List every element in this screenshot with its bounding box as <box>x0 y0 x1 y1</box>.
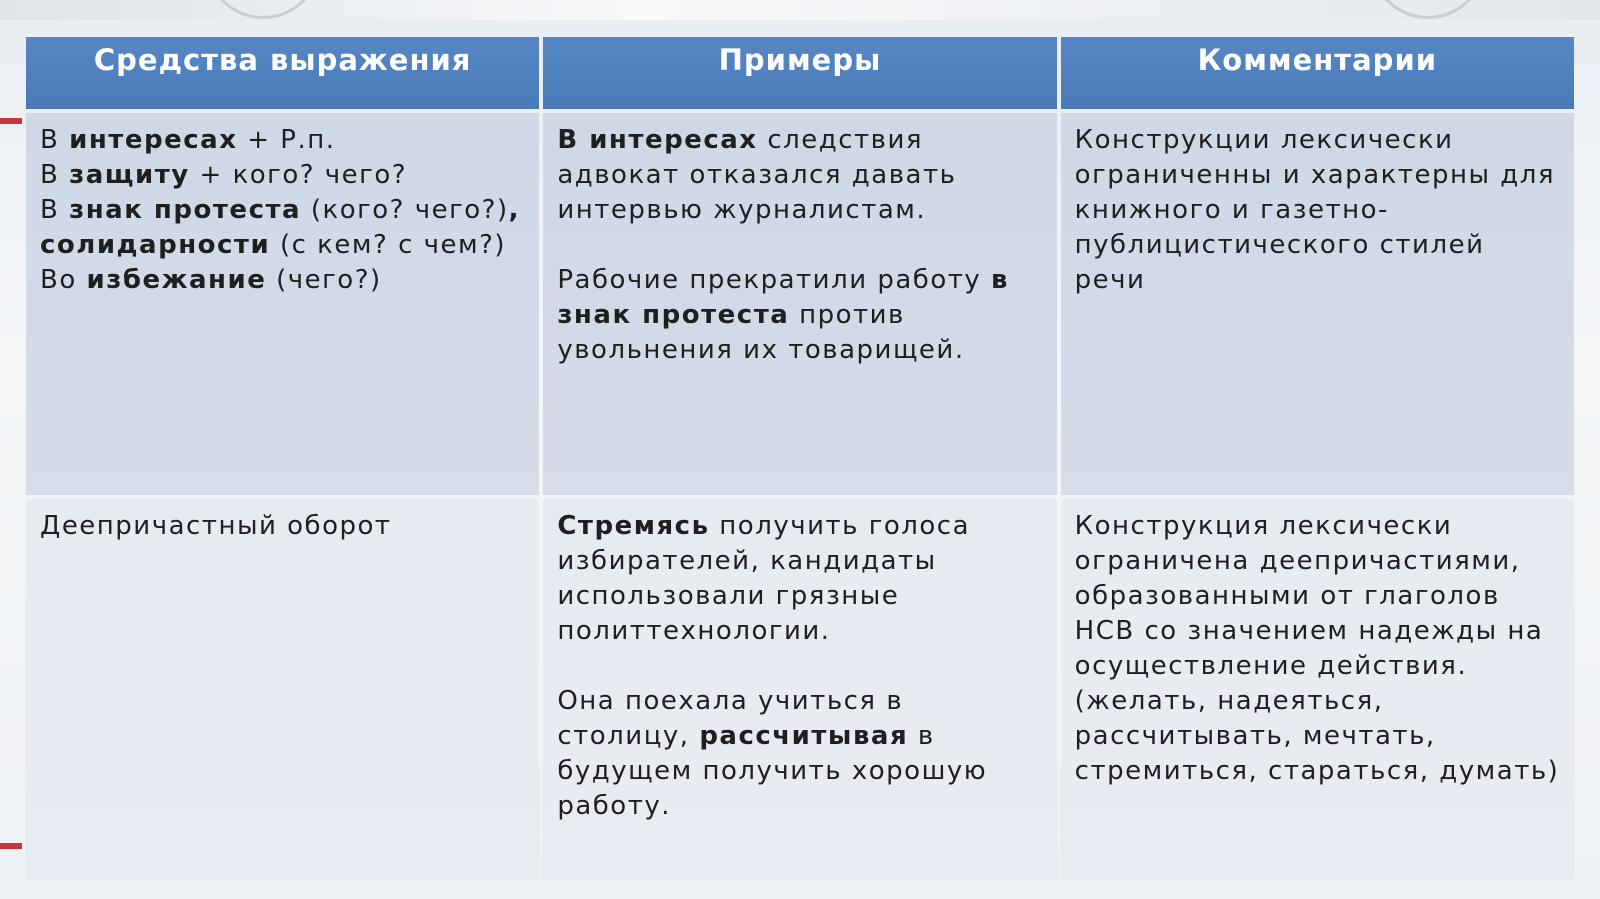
bold-fragment: Стремясь <box>557 511 710 541</box>
table-row <box>26 499 1574 881</box>
cell-means-participle: Деепричастный оборот <box>26 499 539 881</box>
cell-comment-participle: Конструкция лексически ограничена деепричастиями, образованными от глаголов НСВ со значением надежды на осуществление действия. (желать, надеяться, рассчитывать, мечтать, стремиться, стараться, думать) <box>1061 499 1574 881</box>
bold-fragment: знак протеста <box>69 195 302 225</box>
table-row <box>26 113 1574 495</box>
text-fragment: В <box>40 160 70 190</box>
paragraph-gap <box>557 649 1042 684</box>
text-fragment: Во <box>40 265 87 295</box>
text-fragment: против увольнения их товарищей. <box>557 300 965 365</box>
paragraph <box>557 509 1042 649</box>
header-comments: Комментарии <box>1061 37 1574 109</box>
text-fragment: (кого? чего?) <box>301 195 509 225</box>
bold-fragment: избежание <box>86 265 267 295</box>
paragraph <box>40 158 525 193</box>
paragraph <box>557 123 1042 228</box>
cell-comment-prepositions: Конструкции лексически ограниченны и характерны для книжного и газетно-публицистического стилей речи <box>1061 113 1574 495</box>
paragraph <box>557 684 1042 824</box>
text-fragment: (чего?) <box>266 265 382 295</box>
text-fragment: Рабочие прекратили работу <box>557 265 992 295</box>
text-fragment: следствия адвокат отказался давать интервью журналистам. <box>557 125 957 225</box>
text-fragment: (с кем? с чем?) <box>270 230 507 260</box>
paragraph <box>557 263 1042 368</box>
header-means: Средства выражения <box>26 37 539 109</box>
paragraph <box>40 263 525 298</box>
paragraph-gap <box>557 228 1042 263</box>
table-header-row <box>26 37 1574 109</box>
cell-examples-prepositions <box>543 113 1056 495</box>
bold-fragment: защиту <box>69 160 190 190</box>
text-fragment: получить голоса избирателей, кандидаты использовали грязные политтехнологии. <box>557 511 971 646</box>
bold-fragment: интересах <box>69 125 238 155</box>
comparison-table <box>22 33 1578 885</box>
bold-fragment: в знак протеста <box>557 265 1009 330</box>
red-accent-mark <box>0 843 22 849</box>
header-examples: Примеры <box>543 37 1056 109</box>
bold-fragment: рассчитывая <box>699 721 909 751</box>
text-fragment: Она поехала учиться в столицу, <box>557 686 904 751</box>
text-fragment: В <box>40 125 70 155</box>
cell-means-prepositions <box>26 113 539 495</box>
text-fragment: в будущем получить хорошую работу. <box>557 721 988 821</box>
bold-fragment: , солидарности <box>40 195 521 260</box>
cell-examples-participle <box>543 499 1056 881</box>
text-fragment: + Р.п. <box>237 125 336 155</box>
red-accent-mark <box>0 118 22 124</box>
text-fragment: + кого? чего? <box>189 160 408 190</box>
paragraph <box>40 193 525 263</box>
bold-fragment: В интересах <box>557 125 758 155</box>
text-fragment: В <box>40 195 70 225</box>
paragraph <box>40 123 525 158</box>
